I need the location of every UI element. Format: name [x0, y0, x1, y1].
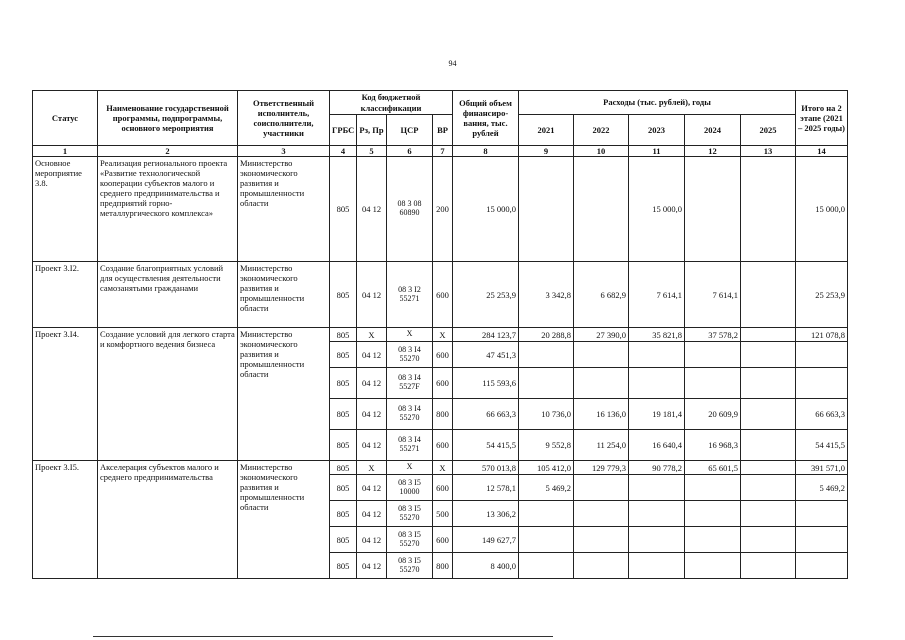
cell-vr: 200 [433, 157, 453, 262]
cell-y2025 [741, 368, 796, 399]
header-grbs: ГРБС [330, 115, 357, 146]
cell-csr: 08 3 I4 55271 [387, 430, 433, 461]
cell-stage [796, 553, 848, 579]
cell-y2022 [574, 368, 629, 399]
cell-y2024 [685, 527, 741, 553]
cell-vr: 600 [433, 527, 453, 553]
column-number: 4 [330, 146, 357, 157]
cell-vr: 600 [433, 262, 453, 328]
cell-y2025 [741, 430, 796, 461]
cell-rzpr: 04 12 [357, 399, 387, 430]
cell-y2023 [629, 342, 685, 368]
row-name: Акселерация субъектов малого и среднего предпринимательства [98, 461, 238, 579]
row-name: Создание условий для легкого старта и комфортного ведения бизнеса [98, 328, 238, 461]
cell-rzpr: 04 12 [357, 475, 387, 501]
cell-total: 8 400,0 [453, 553, 519, 579]
cell-y2024: 37 578,2 [685, 328, 741, 342]
cell-y2024 [685, 553, 741, 579]
header-total-fin: Общий объем финансиро-вания, тыс. рублей [453, 91, 519, 146]
cell-y2025 [741, 461, 796, 475]
cell-vr: 600 [433, 475, 453, 501]
column-number: 5 [357, 146, 387, 157]
cell-y2025 [741, 399, 796, 430]
cell-grbs: 805 [330, 157, 357, 262]
column-number: 8 [453, 146, 519, 157]
cell-csr: 08 3 I5 55270 [387, 553, 433, 579]
cell-y2022 [574, 501, 629, 527]
column-number: 3 [238, 146, 330, 157]
cell-stage: 15 000,0 [796, 157, 848, 262]
cell-stage [796, 501, 848, 527]
cell-y2021 [519, 157, 574, 262]
cell-rzpr: 04 12 [357, 527, 387, 553]
cell-grbs: 805 [330, 262, 357, 328]
cell-vr: 500 [433, 501, 453, 527]
cell-y2024: 16 968,3 [685, 430, 741, 461]
column-number: 7 [433, 146, 453, 157]
cell-total: 284 123,7 [453, 328, 519, 342]
cell-csr: 08 3 I4 55270 [387, 342, 433, 368]
column-number: 14 [796, 146, 848, 157]
column-number: 6 [387, 146, 433, 157]
cell-y2022: 6 682,9 [574, 262, 629, 328]
cell-stage: 54 415,5 [796, 430, 848, 461]
cell-y2021: 10 736,0 [519, 399, 574, 430]
cell-y2021 [519, 527, 574, 553]
header-rzpr: Рз, Пр [357, 115, 387, 146]
column-number: 9 [519, 146, 574, 157]
cell-grbs: 805 [330, 553, 357, 579]
row-executor: Министерство экономического развития и промышленности области [238, 157, 330, 262]
cell-csr: 08 3 I2 55271 [387, 262, 433, 328]
column-number: 2 [98, 146, 238, 157]
cell-y2024: 65 601,5 [685, 461, 741, 475]
cell-y2025 [741, 262, 796, 328]
cell-vr: X [433, 461, 453, 475]
cell-y2023: 15 000,0 [629, 157, 685, 262]
header-executor: Ответственный исполнитель, соисполнители, участники [238, 91, 330, 146]
cell-y2024 [685, 501, 741, 527]
cell-rzpr: X [357, 328, 387, 342]
cell-y2021 [519, 501, 574, 527]
column-number: 13 [741, 146, 796, 157]
cell-y2024 [685, 157, 741, 262]
cell-vr: 600 [433, 430, 453, 461]
header-expenses-group: Расходы (тыс. рублей), годы [519, 91, 796, 115]
header-stage-total: Итого на 2 этапе (2021 – 2025 годы) [796, 91, 848, 146]
row-status: Проект 3.I5. [33, 461, 98, 579]
footer-divider [93, 636, 553, 637]
cell-grbs: 805 [330, 328, 357, 342]
header-csr: ЦСР [387, 115, 433, 146]
cell-total: 15 000,0 [453, 157, 519, 262]
cell-csr: 08 3 I4 5527F [387, 368, 433, 399]
cell-stage: 66 663,3 [796, 399, 848, 430]
cell-rzpr: 04 12 [357, 430, 387, 461]
cell-y2022: 11 254,0 [574, 430, 629, 461]
cell-total: 12 578,1 [453, 475, 519, 501]
cell-total: 570 013,8 [453, 461, 519, 475]
cell-total: 54 415,5 [453, 430, 519, 461]
cell-y2023 [629, 527, 685, 553]
cell-csr: 08 3 I5 55270 [387, 527, 433, 553]
cell-y2025 [741, 501, 796, 527]
cell-rzpr: 04 12 [357, 262, 387, 328]
cell-y2023 [629, 553, 685, 579]
row-status: Проект 3.I4. [33, 328, 98, 461]
cell-y2025 [741, 527, 796, 553]
cell-y2022: 129 779,3 [574, 461, 629, 475]
cell-total: 47 451,3 [453, 342, 519, 368]
cell-y2022 [574, 553, 629, 579]
row-name: Реализация регионального проекта «Развитие технологической кооперации субъектов малого и среднего предпринимательства и предприятий горно-металлургического комплекса» [98, 157, 238, 262]
cell-stage [796, 527, 848, 553]
cell-y2025 [741, 553, 796, 579]
cell-vr: 800 [433, 399, 453, 430]
cell-y2023: 19 181,4 [629, 399, 685, 430]
cell-y2021 [519, 553, 574, 579]
cell-stage [796, 342, 848, 368]
cell-y2021 [519, 368, 574, 399]
cell-y2025 [741, 157, 796, 262]
header-status: Статус [33, 91, 98, 146]
header-code-group: Код бюджетной классификации [330, 91, 453, 115]
header-2025: 2025 [741, 115, 796, 146]
cell-y2023: 7 614,1 [629, 262, 685, 328]
cell-rzpr: 04 12 [357, 157, 387, 262]
cell-vr: 800 [433, 553, 453, 579]
page-number: 94 [448, 59, 457, 68]
column-number-row [33, 146, 848, 157]
row-executor: Министерство экономического развития и промышленности области [238, 328, 330, 461]
cell-rzpr: 04 12 [357, 368, 387, 399]
cell-y2023: 16 640,4 [629, 430, 685, 461]
cell-y2022 [574, 342, 629, 368]
cell-csr: X [387, 328, 433, 342]
table-row [33, 262, 848, 328]
table-row [33, 461, 848, 475]
cell-vr: 600 [433, 368, 453, 399]
column-number: 1 [33, 146, 98, 157]
cell-rzpr: X [357, 461, 387, 475]
cell-csr: 08 3 08 60890 [387, 157, 433, 262]
header-2022: 2022 [574, 115, 629, 146]
cell-y2021: 5 469,2 [519, 475, 574, 501]
cell-y2024 [685, 475, 741, 501]
cell-grbs: 805 [330, 399, 357, 430]
cell-csr: X [387, 461, 433, 475]
cell-y2021 [519, 342, 574, 368]
header-2021: 2021 [519, 115, 574, 146]
cell-y2022 [574, 157, 629, 262]
cell-y2021: 9 552,8 [519, 430, 574, 461]
header-2024: 2024 [685, 115, 741, 146]
cell-y2023: 90 778,2 [629, 461, 685, 475]
column-number: 10 [574, 146, 629, 157]
budget-table [32, 90, 848, 579]
cell-stage: 25 253,9 [796, 262, 848, 328]
cell-y2023 [629, 501, 685, 527]
cell-csr: 08 3 I5 55270 [387, 501, 433, 527]
table-row [33, 328, 848, 342]
cell-stage [796, 368, 848, 399]
cell-y2025 [741, 342, 796, 368]
cell-grbs: 805 [330, 461, 357, 475]
cell-total: 13 306,2 [453, 501, 519, 527]
cell-grbs: 805 [330, 475, 357, 501]
cell-stage: 121 078,8 [796, 328, 848, 342]
cell-y2024: 20 609,9 [685, 399, 741, 430]
cell-vr: 600 [433, 342, 453, 368]
cell-csr: 08 3 I5 10000 [387, 475, 433, 501]
row-status: Проект 3.I2. [33, 262, 98, 328]
cell-grbs: 805 [330, 501, 357, 527]
row-executor: Министерство экономического развития и промышленности области [238, 461, 330, 579]
cell-y2025 [741, 328, 796, 342]
cell-stage: 391 571,0 [796, 461, 848, 475]
table-row [33, 157, 848, 262]
cell-y2023 [629, 475, 685, 501]
cell-total: 66 663,3 [453, 399, 519, 430]
cell-y2025 [741, 475, 796, 501]
row-status: Основное мероприятие 3.8. [33, 157, 98, 262]
cell-y2022: 27 390,0 [574, 328, 629, 342]
cell-grbs: 805 [330, 430, 357, 461]
cell-rzpr: 04 12 [357, 553, 387, 579]
row-name: Создание благоприятных условий для осуществления деятельности самозанятыми гражданами [98, 262, 238, 328]
cell-y2023: 35 821,8 [629, 328, 685, 342]
cell-total: 25 253,9 [453, 262, 519, 328]
cell-y2022: 16 136,0 [574, 399, 629, 430]
column-number: 12 [685, 146, 741, 157]
cell-y2021: 105 412,0 [519, 461, 574, 475]
header-name: Наименование государственной программы, подпрограммы, основного мероприятия [98, 91, 238, 146]
cell-csr: 08 3 I4 55270 [387, 399, 433, 430]
cell-grbs: 805 [330, 368, 357, 399]
cell-y2021: 20 288,8 [519, 328, 574, 342]
row-executor: Министерство экономического развития и промышленности области [238, 262, 330, 328]
cell-vr: X [433, 328, 453, 342]
cell-y2021: 3 342,8 [519, 262, 574, 328]
cell-grbs: 805 [330, 527, 357, 553]
header-vr: ВР [433, 115, 453, 146]
cell-rzpr: 04 12 [357, 501, 387, 527]
cell-grbs: 805 [330, 342, 357, 368]
cell-rzpr: 04 12 [357, 342, 387, 368]
cell-y2024: 7 614,1 [685, 262, 741, 328]
cell-y2024 [685, 342, 741, 368]
cell-y2022 [574, 527, 629, 553]
cell-total: 149 627,7 [453, 527, 519, 553]
cell-y2023 [629, 368, 685, 399]
cell-y2024 [685, 368, 741, 399]
column-number: 11 [629, 146, 685, 157]
cell-stage: 5 469,2 [796, 475, 848, 501]
cell-y2022 [574, 475, 629, 501]
header-2023: 2023 [629, 115, 685, 146]
cell-total: 115 593,6 [453, 368, 519, 399]
